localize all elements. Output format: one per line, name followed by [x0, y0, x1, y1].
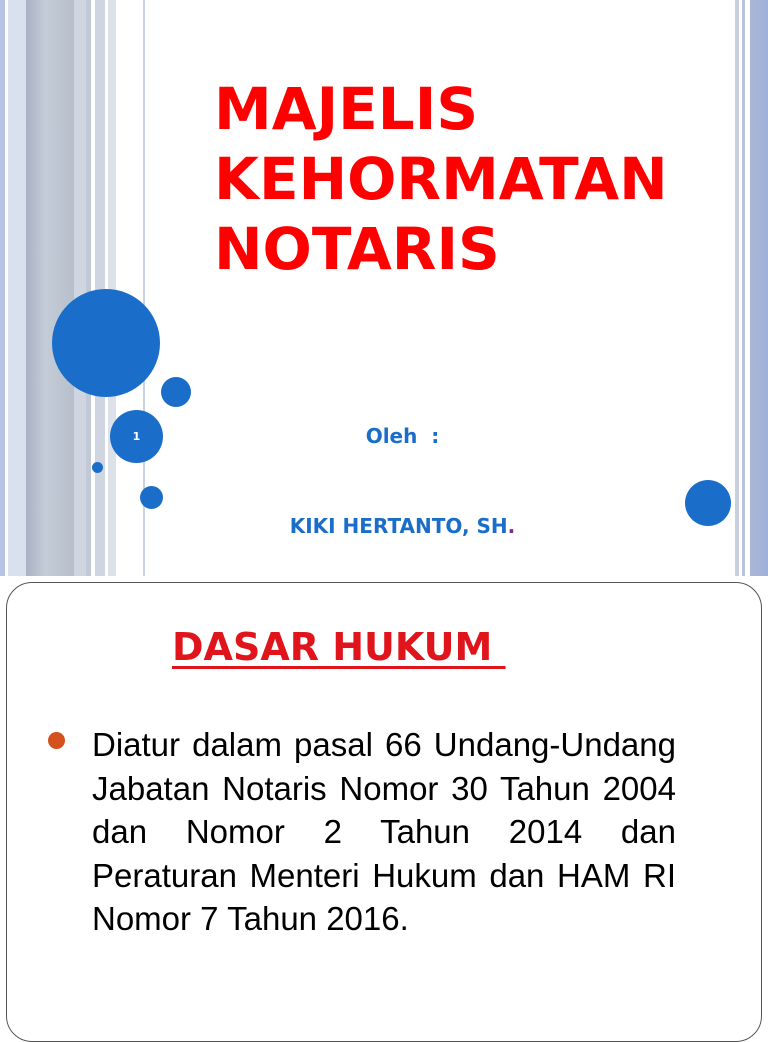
slide-number: 1 — [132, 430, 141, 443]
slide-title-line: NOTARIS — [214, 215, 500, 283]
author-line — [210, 511, 595, 541]
author-suffix: . — [507, 514, 516, 538]
slide-number-badge — [110, 410, 163, 463]
decor-circle — [685, 480, 731, 526]
author-name: KIKI HERTANTO, SH — [289, 514, 508, 538]
bullet-icon — [48, 732, 65, 749]
bullet-text: Diatur dalam pasal 66 Undang-Undang Jabatan Notaris Nomor 30 Tahun 2004 dan Nomor 2 Tahun 2014 dan Peraturan Menteri Hukum dan HAM RI Nomor 7 Tahun 2016. — [92, 726, 695, 937]
decor-stripe — [86, 0, 91, 576]
slide-title — [214, 74, 734, 284]
decor-stripe — [735, 0, 739, 576]
slide-title-line: MAJELIS — [214, 75, 479, 143]
decor-circle — [92, 462, 103, 473]
decor-stripe — [95, 0, 105, 576]
decor-stripe — [26, 0, 74, 576]
decor-stripe — [8, 0, 26, 576]
section-heading: DASAR HUKUM — [172, 625, 506, 669]
decor-stripe — [0, 0, 5, 576]
decor-stripe — [108, 0, 116, 576]
content-slide — [0, 576, 768, 1024]
decor-circle — [161, 377, 191, 407]
decor-circle-large — [52, 289, 160, 397]
author-block — [210, 361, 595, 576]
decor-circle — [140, 486, 163, 509]
author-label: Oleh : — [365, 424, 440, 448]
decor-stripe — [742, 0, 745, 576]
decor-stripe — [750, 0, 768, 576]
slide-title-line: KEHORMATAN — [214, 145, 668, 213]
decor-stripe — [74, 0, 86, 576]
